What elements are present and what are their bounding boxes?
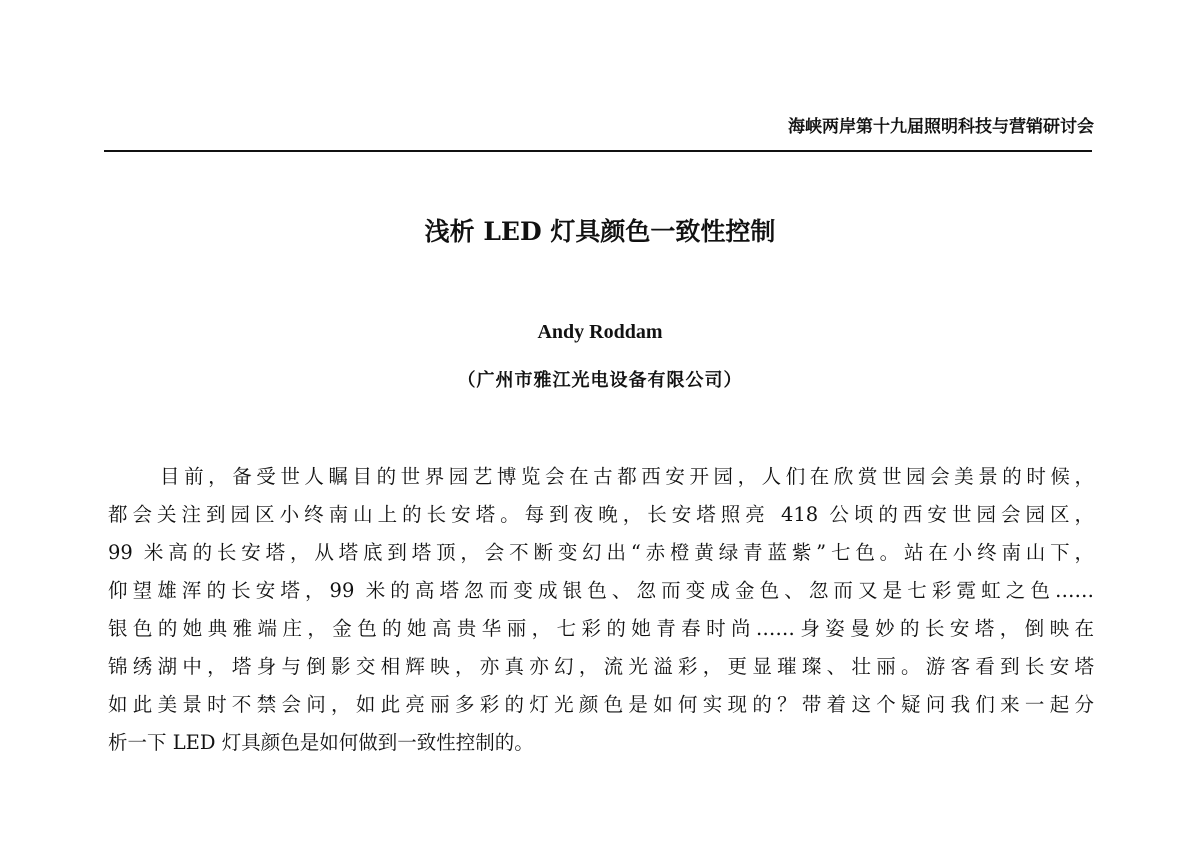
- author-name: Andy Roddam: [537, 321, 663, 343]
- running-header: 海峡两岸第十九届照明科技与营销研讨会: [788, 117, 1094, 137]
- paragraph-line-2: 都会关注到园区小终南山上的长安塔。每到夜晚，长安塔照亮 418 公顷的西安世园会园区，: [108, 503, 1094, 526]
- paragraph-line-3: 99 米高的长安塔，从塔底到塔顶，会不断变幻出“赤橙黄绿青蓝紫”七色。站在小终南山下，: [108, 541, 1094, 564]
- paragraph-line-5: 银色的她典雅端庄，金色的她高贵华丽，七彩的她青春时尚……身姿曼妙的长安塔，倒映在: [108, 617, 1094, 640]
- paragraph-line-8: 析一下 LED 灯具颜色是如何做到一致性控制的。: [108, 731, 534, 754]
- paragraph-line-1: 目前，备受世人瞩目的世界园艺博览会在古都西安开园，人们在欣赏世园会美景的时候，: [160, 465, 1094, 488]
- body-paragraph: [108, 458, 1094, 762]
- paragraph-line-7: 如此美景时不禁会问，如此亮丽多彩的灯光颜色是如何实现的？带着这个疑问我们来一起分: [108, 693, 1094, 716]
- paragraph-line-6: 锦绣湖中，塔身与倒影交相辉映，亦真亦幻，流光溢彩，更显璀璨、壮丽。游客看到长安塔: [108, 655, 1094, 678]
- paper-title: 浅析 LED 灯具颜色一致性控制: [424, 217, 776, 246]
- author-affiliation: （广州市雅江光电设备有限公司）: [457, 370, 743, 391]
- paragraph-line-4: 仰望雄浑的长安塔，99 米的高塔忽而变成银色、忽而变成金色、忽而又是七彩霓虹之色……: [108, 579, 1094, 602]
- header-rule: [104, 150, 1092, 152]
